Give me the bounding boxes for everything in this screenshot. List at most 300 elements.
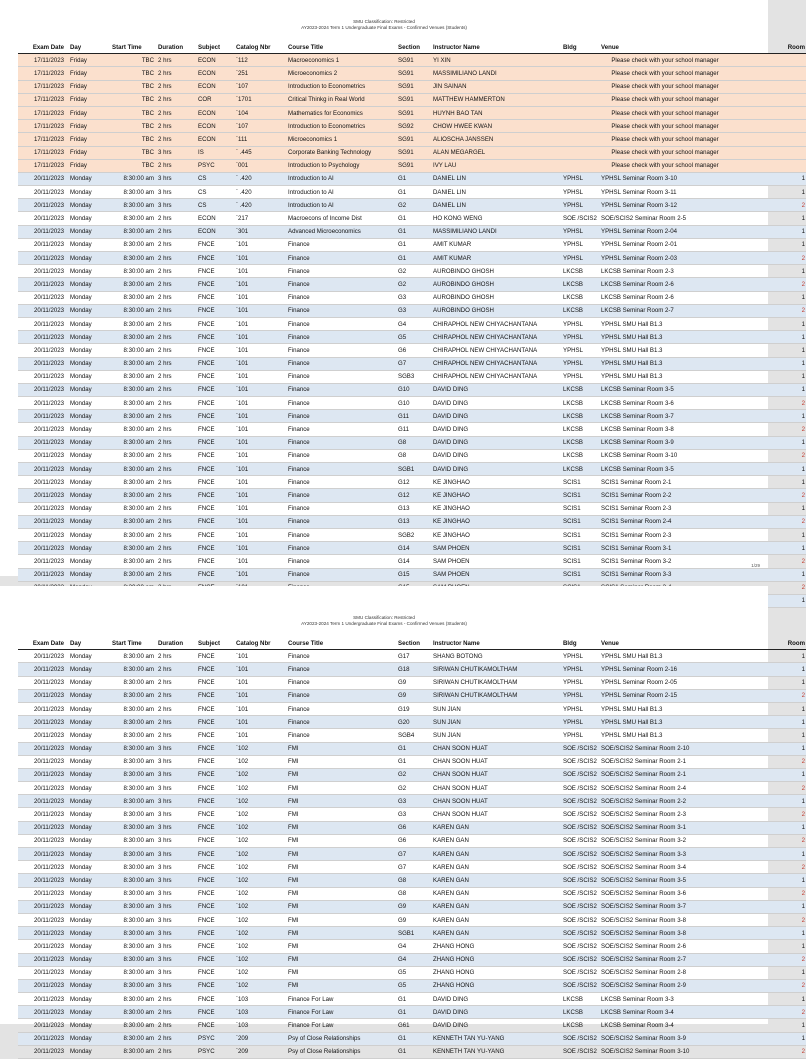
venue-cell: LKCSB Seminar Room 3-3	[599, 993, 729, 1006]
duration-cell: 2 hrs	[156, 1045, 196, 1058]
column-header: Bldg	[561, 41, 599, 54]
table-row	[18, 887, 806, 900]
start-time-cell: 8:30:00 am	[110, 555, 156, 568]
table-row	[18, 106, 806, 119]
venue-cell: Please check with your school manager	[599, 67, 729, 80]
venue-cell: YPHSL Seminar Room 2-04	[599, 225, 729, 238]
section-cell: SGB1	[396, 463, 431, 476]
subject-cell: FNCE	[196, 1006, 234, 1019]
course-title-cell: Finance	[286, 702, 396, 715]
catalog-nbr-cell: `301	[234, 225, 286, 238]
subject-cell: FNCE	[196, 449, 234, 462]
venue-cell: Please check with your school manager	[599, 146, 729, 159]
bldg-cell	[561, 106, 599, 119]
course-title-cell: Finance	[286, 344, 396, 357]
day-cell: Monday	[68, 304, 110, 317]
start-time-cell: 8:30:00 am	[110, 331, 156, 344]
bldg-cell: SOE /SCIS2	[561, 782, 599, 795]
instructor-name-cell: SIRIWAN CHUTIKAMOLTHAM	[431, 663, 561, 676]
room-cell	[729, 106, 806, 119]
section-cell: G3	[396, 291, 431, 304]
day-cell: Monday	[68, 317, 110, 330]
instructor-name-cell: KE JINGHAO	[431, 515, 561, 528]
instructor-name-cell: ALIOSCHA JANSSEN	[431, 133, 561, 146]
bldg-cell: SOE /SCIS2	[561, 1032, 599, 1045]
instructor-name-cell: CHAN SOON HUAT	[431, 742, 561, 755]
duration-cell: 2 hrs	[156, 291, 196, 304]
instructor-name-cell: DANIEL LIN	[431, 186, 561, 199]
section-cell: SG91	[396, 80, 431, 93]
subject-cell: FNCE	[196, 463, 234, 476]
catalog-nbr-cell: `107	[234, 80, 286, 93]
table-row	[18, 133, 806, 146]
exam-date-cell: 20/11/2023	[18, 940, 68, 953]
table-row	[18, 502, 806, 515]
subject-cell: FNCE	[196, 768, 234, 781]
day-cell: Monday	[68, 676, 110, 689]
table-row	[18, 808, 806, 821]
duration-cell: 3 hrs	[156, 861, 196, 874]
room-cell: 1	[729, 702, 806, 715]
day-cell: Monday	[68, 291, 110, 304]
subject-cell: FNCE	[196, 542, 234, 555]
duration-cell: 2 hrs	[156, 542, 196, 555]
instructor-name-cell: DAVID DING	[431, 1019, 561, 1032]
course-title-cell: FMI	[286, 742, 396, 755]
room-cell: 1	[729, 357, 806, 370]
duration-cell: 2 hrs	[156, 515, 196, 528]
day-cell: Monday	[68, 663, 110, 676]
table-row	[18, 848, 806, 861]
section-cell: G6	[396, 344, 431, 357]
column-header: Venue	[599, 637, 729, 650]
section-cell: G1	[396, 225, 431, 238]
course-title-cell: Finance	[286, 515, 396, 528]
section-cell: G9	[396, 900, 431, 913]
venue-cell: SOE/SCIS2 Seminar Room 3-1	[599, 821, 729, 834]
subject-cell: FNCE	[196, 265, 234, 278]
section-cell: G9	[396, 689, 431, 702]
course-title-cell: Finance	[286, 317, 396, 330]
catalog-nbr-cell: `101	[234, 265, 286, 278]
venue-cell: SOE/SCIS2 Seminar Room 3-5	[599, 874, 729, 887]
bldg-cell	[561, 120, 599, 133]
bldg-cell: YPHSL	[561, 689, 599, 702]
exam-date-cell: 20/11/2023	[18, 568, 68, 581]
catalog-nbr-cell: `102	[234, 979, 286, 992]
catalog-nbr-cell: ` .420	[234, 199, 286, 212]
bldg-cell: SCIS1	[561, 476, 599, 489]
duration-cell: 3 hrs	[156, 742, 196, 755]
day-cell: Friday	[68, 80, 110, 93]
room-cell: 1	[729, 476, 806, 489]
bldg-cell: LKCSB	[561, 463, 599, 476]
catalog-nbr-cell: `101	[234, 291, 286, 304]
table-row	[18, 1019, 806, 1032]
table-row	[18, 146, 806, 159]
table-row	[18, 966, 806, 979]
course-title-cell: Finance	[286, 689, 396, 702]
course-title-cell: Finance	[286, 304, 396, 317]
section-cell: SG91	[396, 93, 431, 106]
table-row	[18, 555, 806, 568]
catalog-nbr-cell: `102	[234, 913, 286, 926]
section-cell: G7	[396, 848, 431, 861]
room-cell: 1	[729, 542, 806, 555]
table-row	[18, 568, 806, 581]
table-header-row	[18, 637, 806, 650]
duration-cell: 2 hrs	[156, 238, 196, 251]
bldg-cell: LKCSB	[561, 397, 599, 410]
duration-cell: 3 hrs	[156, 927, 196, 940]
section-cell: G5	[396, 966, 431, 979]
room-cell: 1	[729, 676, 806, 689]
exam-date-cell: 20/11/2023	[18, 357, 68, 370]
room-cell: 1	[729, 940, 806, 953]
exam-date-cell: 17/11/2023	[18, 93, 68, 106]
venue-cell: SOE/SCIS2 Seminar Room 2-7	[599, 953, 729, 966]
bldg-cell: LKCSB	[561, 304, 599, 317]
day-cell: Monday	[68, 1006, 110, 1019]
day-cell: Monday	[68, 755, 110, 768]
duration-cell: 2 hrs	[156, 993, 196, 1006]
instructor-name-cell: CHIRAPHOL NEW CHIYACHANTANA	[431, 331, 561, 344]
duration-cell: 2 hrs	[156, 555, 196, 568]
exam-date-cell: 20/11/2023	[18, 993, 68, 1006]
venue-cell: SOE/SCIS2 Seminar Room 2-5	[599, 212, 729, 225]
table-row	[18, 186, 806, 199]
start-time-cell: 8:30:00 am	[110, 238, 156, 251]
table-row	[18, 331, 806, 344]
room-cell: 1	[729, 650, 806, 663]
duration-cell: 2 hrs	[156, 568, 196, 581]
table-row	[18, 159, 806, 172]
subject-cell: FNCE	[196, 476, 234, 489]
duration-cell: 2 hrs	[156, 93, 196, 106]
instructor-name-cell: KAREN GAN	[431, 927, 561, 940]
section-cell: G1	[396, 252, 431, 265]
day-cell: Friday	[68, 159, 110, 172]
table-row	[18, 861, 806, 874]
day-cell: Monday	[68, 528, 110, 541]
venue-cell: LKCSB Seminar Room 3-4	[599, 1019, 729, 1032]
start-time-cell: 8:30:00 am	[110, 953, 156, 966]
day-cell: Monday	[68, 278, 110, 291]
room-cell: 2	[729, 913, 806, 926]
catalog-nbr-cell: `101	[234, 238, 286, 251]
catalog-nbr-cell: `101	[234, 252, 286, 265]
room-cell: 1	[729, 331, 806, 344]
instructor-name-cell: KE JINGHAO	[431, 489, 561, 502]
table-row	[18, 1032, 806, 1045]
start-time-cell: 8:30:00 am	[110, 676, 156, 689]
day-cell: Monday	[68, 199, 110, 212]
venue-cell: LKCSB Seminar Room 3-7	[599, 410, 729, 423]
course-title-cell: Finance	[286, 410, 396, 423]
instructor-name-cell: KENNETH TAN YU-YANG	[431, 1032, 561, 1045]
venue-cell: YPHSL Seminar Room 2-01	[599, 238, 729, 251]
course-title-cell: Finance	[286, 436, 396, 449]
classification-label: SMU Classification: Restricted	[353, 615, 415, 620]
section-cell: G13	[396, 515, 431, 528]
exam-date-cell: 17/11/2023	[18, 146, 68, 159]
course-title-cell: Finance	[286, 449, 396, 462]
exam-date-cell: 20/11/2023	[18, 887, 68, 900]
course-title-cell: Mathematics for Economics	[286, 106, 396, 119]
start-time-cell: 8:30:00 am	[110, 1006, 156, 1019]
start-time-cell: 8:30:00 am	[110, 1019, 156, 1032]
section-cell: G1	[396, 1032, 431, 1045]
venue-cell: YPHSL SMU Hall B1.3	[599, 702, 729, 715]
instructor-name-cell: DANIEL LIN	[431, 199, 561, 212]
start-time-cell: 8:30:00 am	[110, 476, 156, 489]
day-cell: Monday	[68, 702, 110, 715]
table-row	[18, 979, 806, 992]
subject-cell: FNCE	[196, 555, 234, 568]
day-cell: Monday	[68, 357, 110, 370]
day-cell: Monday	[68, 238, 110, 251]
venue-cell: Please check with your school manager	[599, 133, 729, 146]
subject-cell: FNCE	[196, 528, 234, 541]
column-header: Section	[396, 41, 431, 54]
room-cell: 1	[729, 993, 806, 1006]
column-header: Subject	[196, 637, 234, 650]
catalog-nbr-cell: `101	[234, 489, 286, 502]
column-header: Room	[729, 41, 806, 54]
start-time-cell: 8:30:00 am	[110, 782, 156, 795]
start-time-cell: TBC	[110, 159, 156, 172]
bldg-cell	[561, 146, 599, 159]
room-cell: 2	[729, 808, 806, 821]
venue-cell: LKCSB Seminar Room 3-5	[599, 383, 729, 396]
exam-date-cell: 17/11/2023	[18, 106, 68, 119]
room-cell: 1	[729, 729, 806, 742]
room-cell: 1	[729, 900, 806, 913]
subject-cell: PSYC	[196, 1045, 234, 1058]
day-cell: Monday	[68, 331, 110, 344]
exam-date-cell: 20/11/2023	[18, 344, 68, 357]
duration-cell: 3 hrs	[156, 913, 196, 926]
exam-date-cell: 20/11/2023	[18, 252, 68, 265]
column-header: Instructor Name	[431, 637, 561, 650]
room-cell: 1	[729, 436, 806, 449]
room-cell: 1	[729, 716, 806, 729]
section-cell: G8	[396, 449, 431, 462]
start-time-cell: 8:30:00 am	[110, 304, 156, 317]
exam-date-cell: 20/11/2023	[18, 834, 68, 847]
duration-cell: 2 hrs	[156, 265, 196, 278]
section-cell: G15	[396, 568, 431, 581]
subject-cell: FNCE	[196, 663, 234, 676]
course-title-cell: Macroeconomics 1	[286, 54, 396, 67]
table-row	[18, 1006, 806, 1019]
course-title-cell: Finance	[286, 502, 396, 515]
bldg-cell: SCIS1	[561, 515, 599, 528]
course-title-cell: Finance	[286, 463, 396, 476]
instructor-name-cell: IVY LAU	[431, 159, 561, 172]
day-cell: Monday	[68, 449, 110, 462]
subject-cell: FNCE	[196, 755, 234, 768]
exam-schedule-table	[18, 41, 806, 608]
start-time-cell: 8:30:00 am	[110, 172, 156, 185]
table-row	[18, 768, 806, 781]
section-cell: G1	[396, 212, 431, 225]
room-cell	[729, 93, 806, 106]
column-header: Start Time	[110, 637, 156, 650]
day-cell: Monday	[68, 186, 110, 199]
venue-cell: SOE/SCIS2 Seminar Room 3-6	[599, 887, 729, 900]
catalog-nbr-cell: `103	[234, 1019, 286, 1032]
instructor-name-cell: SAM PHOEN	[431, 555, 561, 568]
exam-date-cell: 20/11/2023	[18, 410, 68, 423]
start-time-cell: 8:30:00 am	[110, 729, 156, 742]
subject-cell: FNCE	[196, 410, 234, 423]
table-row	[18, 476, 806, 489]
exam-date-cell: 20/11/2023	[18, 225, 68, 238]
table-row	[18, 93, 806, 106]
day-cell: Monday	[68, 729, 110, 742]
bldg-cell: YPHSL	[561, 702, 599, 715]
catalog-nbr-cell: `102	[234, 874, 286, 887]
section-cell: G4	[396, 940, 431, 953]
room-cell: 2	[729, 489, 806, 502]
section-cell: G5	[396, 979, 431, 992]
day-cell: Monday	[68, 979, 110, 992]
course-title-cell: Corporate Banking Technology	[286, 146, 396, 159]
section-cell: G2	[396, 278, 431, 291]
catalog-nbr-cell: `101	[234, 463, 286, 476]
instructor-name-cell: DAVID DING	[431, 410, 561, 423]
bldg-cell: SOE /SCIS2	[561, 966, 599, 979]
column-header: Bldg	[561, 637, 599, 650]
start-time-cell: 8:30:00 am	[110, 344, 156, 357]
section-cell: G1	[396, 993, 431, 1006]
exam-date-cell: 20/11/2023	[18, 397, 68, 410]
duration-cell: 2 hrs	[156, 1019, 196, 1032]
day-cell: Monday	[68, 489, 110, 502]
subject-cell: FNCE	[196, 650, 234, 663]
start-time-cell: 8:30:00 am	[110, 502, 156, 515]
exam-date-cell: 20/11/2023	[18, 874, 68, 887]
duration-cell: 3 hrs	[156, 887, 196, 900]
catalog-nbr-cell: `101	[234, 436, 286, 449]
exam-date-cell: 20/11/2023	[18, 423, 68, 436]
venue-cell: SOE/SCIS2 Seminar Room 3-7	[599, 900, 729, 913]
subject-cell: FNCE	[196, 702, 234, 715]
course-title-cell: Finance	[286, 357, 396, 370]
bldg-cell: YPHSL	[561, 663, 599, 676]
section-cell: G6	[396, 834, 431, 847]
instructor-name-cell: CHAN SOON HUAT	[431, 795, 561, 808]
venue-cell: SCIS1 Seminar Room 2-3	[599, 502, 729, 515]
start-time-cell: 8:30:00 am	[110, 834, 156, 847]
subject-cell: CS	[196, 172, 234, 185]
room-cell: 2	[729, 581, 806, 594]
table-row	[18, 953, 806, 966]
section-cell: SG91	[396, 146, 431, 159]
day-cell: Monday	[68, 808, 110, 821]
start-time-cell: 8:30:00 am	[110, 436, 156, 449]
exam-date-cell: 20/11/2023	[18, 966, 68, 979]
room-cell: 2	[729, 782, 806, 795]
room-cell	[729, 159, 806, 172]
section-cell: SGB4	[396, 729, 431, 742]
bldg-cell: SOE /SCIS2	[561, 808, 599, 821]
course-title-cell: Introduction to AI	[286, 199, 396, 212]
bldg-cell: YPHSL	[561, 186, 599, 199]
table-row	[18, 212, 806, 225]
bldg-cell: SOE /SCIS2	[561, 861, 599, 874]
duration-cell: 2 hrs	[156, 729, 196, 742]
day-cell: Friday	[68, 67, 110, 80]
section-cell: G12	[396, 489, 431, 502]
subject-cell: FNCE	[196, 317, 234, 330]
section-cell: SGB1	[396, 927, 431, 940]
day-cell: Friday	[68, 120, 110, 133]
column-header: Course Title	[286, 41, 396, 54]
duration-cell: 2 hrs	[156, 502, 196, 515]
room-cell: 2	[729, 979, 806, 992]
duration-cell: 2 hrs	[156, 397, 196, 410]
table-row	[18, 199, 806, 212]
exam-date-cell: 20/11/2023	[18, 172, 68, 185]
bldg-cell: YPHSL	[561, 238, 599, 251]
subject-cell: FNCE	[196, 979, 234, 992]
room-cell: 2	[729, 755, 806, 768]
subject-cell: CS	[196, 199, 234, 212]
course-title-cell: FMI	[286, 979, 396, 992]
catalog-nbr-cell: `101	[234, 344, 286, 357]
venue-cell: Please check with your school manager	[599, 93, 729, 106]
section-cell: SG91	[396, 67, 431, 80]
page-header	[0, 586, 768, 627]
instructor-name-cell: ALAN MEGARGEL	[431, 146, 561, 159]
start-time-cell: 8:30:00 am	[110, 927, 156, 940]
room-cell: 1	[729, 568, 806, 581]
table-row	[18, 225, 806, 238]
start-time-cell: 8:30:00 am	[110, 861, 156, 874]
bldg-cell: YPHSL	[561, 225, 599, 238]
room-cell: 1	[729, 1032, 806, 1045]
exam-date-cell: 20/11/2023	[18, 502, 68, 515]
day-cell: Monday	[68, 650, 110, 663]
subject-cell: FNCE	[196, 729, 234, 742]
bldg-cell: LKCSB	[561, 423, 599, 436]
venue-cell: YPHSL Seminar Room 2-15	[599, 689, 729, 702]
day-cell: Monday	[68, 887, 110, 900]
day-cell: Monday	[68, 423, 110, 436]
duration-cell: 2 hrs	[156, 159, 196, 172]
exam-date-cell: 20/11/2023	[18, 702, 68, 715]
day-cell: Monday	[68, 436, 110, 449]
column-header: Exam Date	[18, 41, 68, 54]
room-cell: 1	[729, 212, 806, 225]
course-title-cell: Finance	[286, 676, 396, 689]
catalog-nbr-cell: `101	[234, 397, 286, 410]
instructor-name-cell: SIRIWAN CHUTIKAMOLTHAM	[431, 676, 561, 689]
course-title-cell: Finance	[286, 252, 396, 265]
subject-cell: FNCE	[196, 383, 234, 396]
duration-cell: 3 hrs	[156, 146, 196, 159]
venue-cell: YPHSL Seminar Room 3-10	[599, 172, 729, 185]
section-cell: G2	[396, 782, 431, 795]
instructor-name-cell: DAVID DING	[431, 383, 561, 396]
course-title-cell: Finance	[286, 568, 396, 581]
column-header: Day	[68, 41, 110, 54]
section-cell: SGB2	[396, 528, 431, 541]
subject-cell: FNCE	[196, 874, 234, 887]
venue-cell: SCIS1 Seminar Room 2-3	[599, 528, 729, 541]
